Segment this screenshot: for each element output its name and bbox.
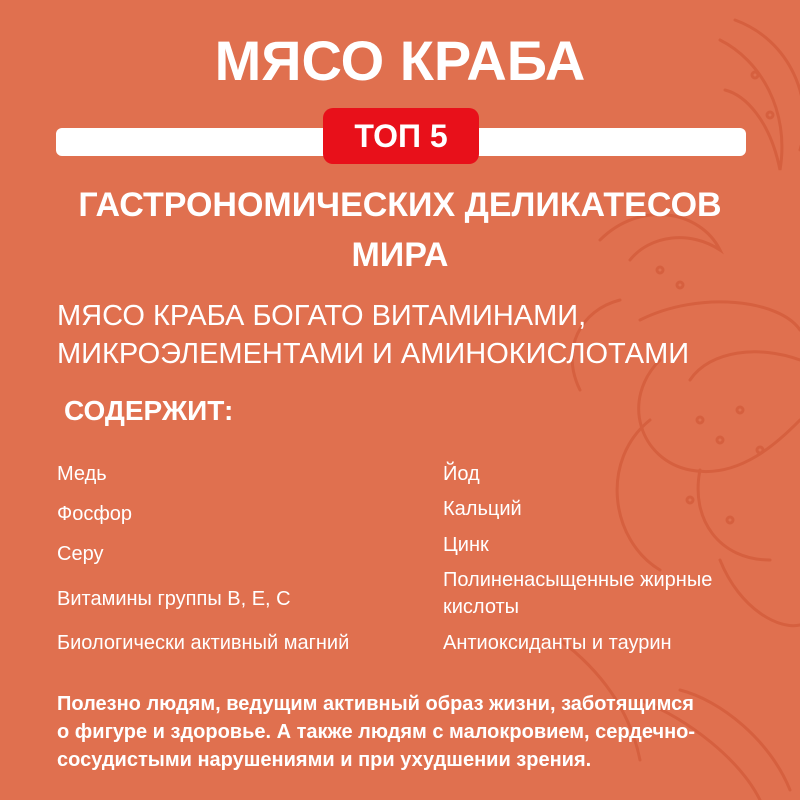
footer-line-1: Полезно людям, ведущим активный образ жизни, заботящимся xyxy=(57,693,694,715)
nutrient-item: Серу xyxy=(57,543,104,565)
nutrient-item-continued: кислоты xyxy=(443,596,520,618)
subtitle-line-1: ГАСТРОНОМИЧЕСКИХ ДЕЛИКАТЕСОВ xyxy=(78,186,722,224)
nutrient-item: Фосфор xyxy=(57,503,133,525)
page-title: МЯСО КРАБА xyxy=(214,29,586,92)
lead-line-1: МЯСО КРАБА БОГАТО ВИТАМИНАМИ, xyxy=(57,300,587,332)
nutrient-item: Цинк xyxy=(443,534,489,556)
footer-note xyxy=(57,690,757,774)
footer-line-2: о фигуре и здоровье. А также людям с малокровием, сердечно- xyxy=(57,721,696,743)
top-badge: ТОП 5 xyxy=(323,108,479,164)
nutrient-item: Медь xyxy=(57,463,107,485)
nutrient-item: Витамины группы В, Е, С xyxy=(57,588,291,610)
nutrient-item: Кальций xyxy=(443,498,522,520)
lead-text xyxy=(57,297,777,373)
subtitle xyxy=(40,180,760,280)
nutrient-item: Биологически активный магний xyxy=(57,632,350,654)
footer-line-3: сосудистыми нарушениями и при ухудшении зрения. xyxy=(57,749,592,771)
nutrient-item: Йод xyxy=(443,463,480,485)
nutrient-item: Антиоксиданты и таурин xyxy=(443,632,672,654)
subtitle-line-2: МИРА xyxy=(351,236,449,274)
lead-line-2: МИКРОЭЛЕМЕНТАМИ И АМИНОКИСЛОТАМИ xyxy=(57,338,690,370)
contains-heading: СОДЕРЖИТ: xyxy=(64,395,234,426)
nutrient-item: Полиненасыщенные жирные xyxy=(443,569,713,591)
